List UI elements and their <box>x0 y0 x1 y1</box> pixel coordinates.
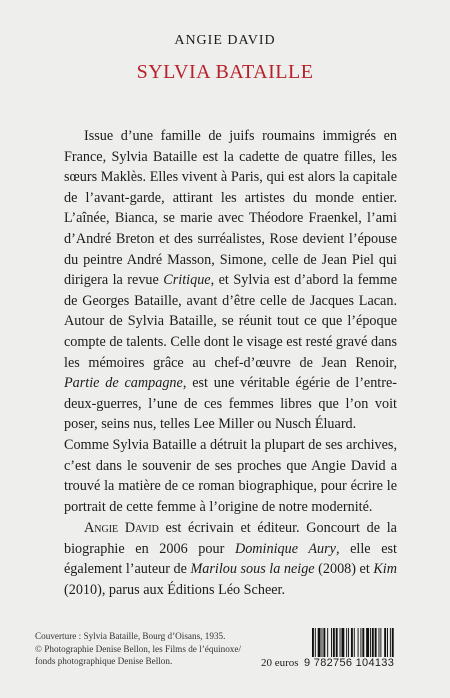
summary-paragraph-1: Issue d’une famille de juifs roumains immigrés en France, Sylvia Bataille est la cadette de quatre filles, les sœurs Maklès. Elles vivent à Paris, qui est alors la capitale de l’avant-garde, attirant les artistes du monde entier. L’aînée, Bianca, se marie avec Théodore Fraenkel, l’ami d’André Breton et des surréalistes, Rose devient l’épouse du peintre André Masson, Simone, celle de Jean Piel qui dirigera la revue Critique, et Sylvia est d’abord la femme de Georges Bataille, avant d’être celle de Jacques Lacan. Autour de Sylvia Bataille, se réunit tout ce que l’époque compte de talents. Celle dont le visage est resté gravé dans les mémoires grâce au chef-d’œuvre de Jean Renoir, Partie de campagne, est une véritable égérie de l’entre-deux-guerres, l’une de ces femmes libres que l’on voit poser, seins nus, telles Lee Miller ou Nusch Éluard. <box>64 128 398 433</box>
barcode-bar <box>360 628 361 658</box>
barcode-bar <box>341 628 344 658</box>
barcode-bar <box>348 628 349 658</box>
barcode-bar <box>323 628 325 658</box>
barcode-bar <box>322 628 323 658</box>
barcode-bar <box>375 628 377 658</box>
summary-paragraph-2: Comme Sylvia Bataille a détruit la plupart de ses archives, c’est dans le souvenir de ses proches que Angie David a trouvé la matière de ce roman biographique, pour écrire le portrait de cette femme à l’origine de notre modernité. <box>64 436 397 515</box>
author-bio: Angie David est écrivain et éditeur. Goncourt de la biographie en 2006 pour Dominique Aury, elle est également l’auteur de Marilou sous la neige (2008) et Kim (2010), parus aux Éditions Léo Scheer. <box>64 520 397 598</box>
barcode-bar <box>379 628 380 658</box>
summary-text <box>64 126 397 517</box>
bio-book-1: Dominique Aury <box>234 540 336 557</box>
photo-credits: Couverture : Sylvia Bataille, Bourg d’Oisans, 1935. © Photographie Denise Bellon, les Films de l’équinoxe/ fonds photographique Denise Bellon. <box>35 631 242 666</box>
barcode-bar <box>315 628 316 658</box>
barcode-bar <box>351 628 353 658</box>
barcode-bar <box>372 628 374 658</box>
barcode-bar <box>354 628 355 658</box>
barcode-graphic <box>312 628 422 658</box>
barcode-bar <box>312 628 314 658</box>
bio-author-name: Angie David <box>84 520 159 536</box>
barcode-bar <box>387 628 388 658</box>
barcode-bar <box>362 628 364 658</box>
barcode-bar <box>370 628 371 658</box>
barcode-bar <box>358 628 359 658</box>
journal-title: Critique <box>163 272 211 289</box>
barcode-bar <box>331 628 332 658</box>
barcode <box>312 628 422 678</box>
film-title: Partie de campagne <box>64 375 183 392</box>
author-name: ANGIE DAVID <box>174 33 276 48</box>
barcode-bar <box>333 628 335 658</box>
barcode-bar <box>336 628 338 658</box>
barcode-bar <box>384 628 386 658</box>
barcode-bar <box>327 628 328 658</box>
barcode-bar <box>392 628 394 658</box>
barcode-bar <box>366 628 369 658</box>
bio-book-2: Marilou sous la neige <box>190 561 315 578</box>
barcode-bar <box>340 628 341 658</box>
isbn-number: 9 782756 104133 <box>302 657 434 669</box>
barcode-bar <box>346 628 347 658</box>
barcode-bar <box>390 628 391 658</box>
barcode-bar <box>318 628 321 658</box>
book-title: SYLVIA BATAILLE <box>136 61 314 83</box>
price-label: 20 euros <box>261 657 299 669</box>
barcode-bar <box>380 628 381 658</box>
bio-book-3: Kim <box>373 561 397 578</box>
